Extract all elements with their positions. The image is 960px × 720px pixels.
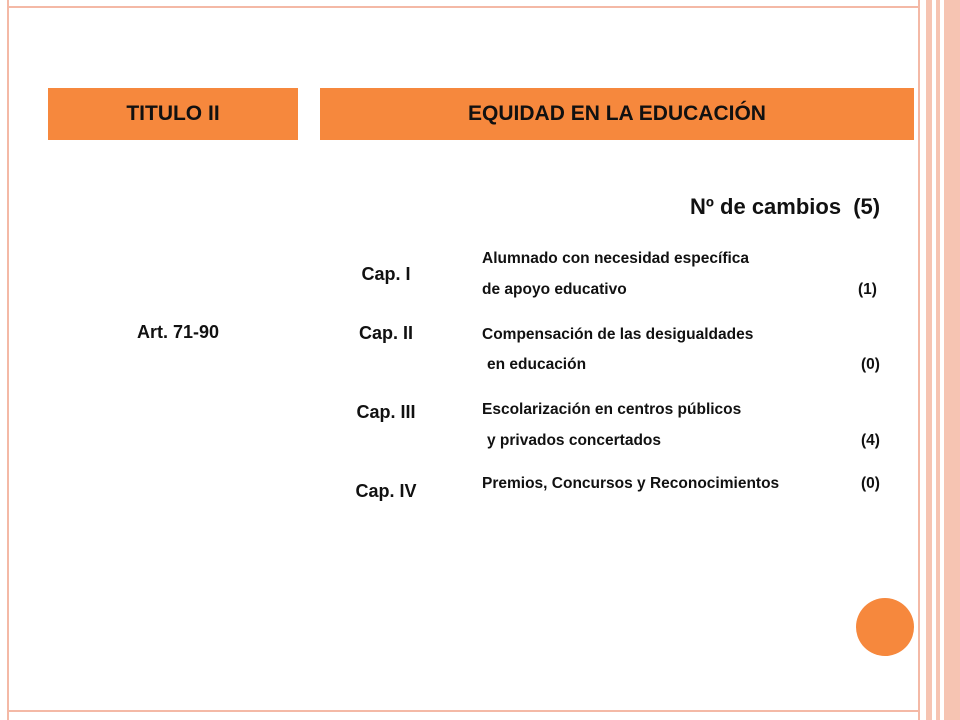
chapter-description-line1: Escolarización en centros públicos	[482, 401, 742, 418]
chapter-change-count: (4)	[861, 432, 880, 449]
chapter-label: Cap. I	[361, 264, 411, 284]
chapter-description-line2: en educación	[487, 356, 587, 373]
title-box	[48, 88, 298, 140]
title-label: TITULO II	[126, 102, 220, 125]
article-range: Art. 71-90	[136, 322, 220, 342]
chapter-description-line2: de apoyo educativo	[482, 281, 627, 298]
chapter-label: Cap. III	[356, 402, 416, 422]
frame-bottom-border	[7, 710, 920, 712]
changes-label: Nº de cambios	[690, 194, 842, 219]
changes-total: (5)	[853, 194, 881, 219]
chapter-description-line1: Compensación de las desigualdades	[482, 326, 754, 343]
chapter-description-line1: Alumnado con necesidad específica	[482, 250, 750, 267]
chapter-change-count: (0)	[861, 475, 880, 492]
right-stripe-3	[944, 0, 960, 720]
frame-right-border	[918, 0, 920, 720]
right-stripe-1	[926, 0, 932, 720]
chapter-change-count: (1)	[858, 281, 877, 298]
changes-summary	[690, 194, 880, 220]
chapter-description-line2: y privados concertados	[487, 432, 662, 449]
heading-box	[320, 88, 914, 140]
chapter-description-line1: Premios, Concursos y Reconocimientos	[482, 475, 780, 492]
decorative-circle	[856, 598, 914, 656]
frame-top-border	[7, 6, 920, 8]
heading-label: EQUIDAD EN LA EDUCACIÓN	[468, 102, 766, 125]
chapter-label: Cap. IV	[355, 481, 417, 501]
frame-left-border	[7, 0, 9, 720]
chapter-change-count: (0)	[861, 356, 880, 373]
right-stripe-2	[936, 0, 940, 720]
chapter-label: Cap. II	[358, 323, 413, 343]
